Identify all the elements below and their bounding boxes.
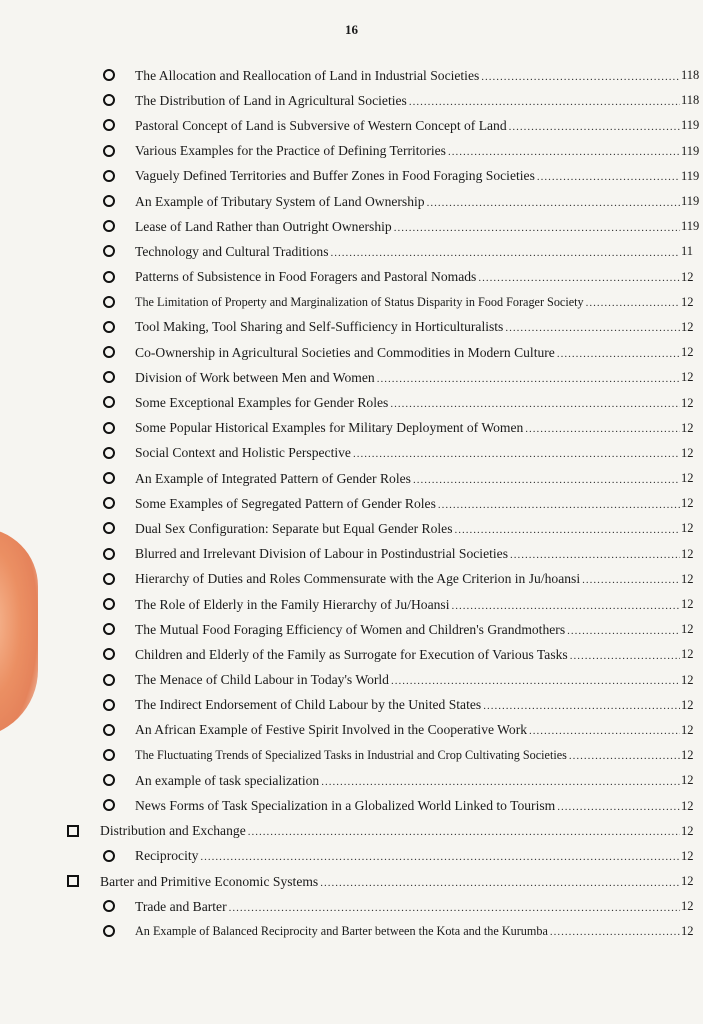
toc-entry [0,390,703,415]
entry-page-number: 119 [681,194,699,209]
entry-title: An Example of Tributary System of Land Ownership [135,193,425,209]
dot-leader [390,398,680,410]
toc-entry [0,516,703,541]
dot-leader [557,348,680,360]
entry-page-number: 12 [681,748,694,763]
circle-bullet-icon [103,94,115,106]
circle-bullet-icon [103,145,115,157]
entry-page-number: 12 [681,798,694,813]
entry-page-number: 12 [681,722,694,737]
toc-entry [0,139,703,164]
circle-bullet-icon [103,598,115,610]
dot-leader [582,574,680,586]
entry-title: Pastoral Concept of Land is Subversive of Western Concept of Land [135,117,507,133]
circle-bullet-icon [103,321,115,333]
circle-bullet-icon [103,296,115,308]
entry-page-number: 12 [681,773,694,788]
toc-entry [0,416,703,441]
entry-page-number: 12 [681,370,694,385]
circle-bullet-icon [103,245,115,257]
toc-entry [0,693,703,718]
table-of-contents [0,63,703,945]
entry-title: An example of task specialization [135,772,320,788]
circle-bullet-icon [103,522,115,534]
entry-page-number: 119 [681,118,699,133]
entry-title: The Fluctuating Trends of Specialized Tasks in Industrial and Crop Cultivating Societies [135,748,567,763]
entry-title: Hierarchy of Duties and Roles Commensurate with the Age Criterion in Ju/hoansi [135,571,581,587]
entry-title: Lease of Land Rather than Outright Ownership [135,218,392,234]
circle-bullet-icon [103,195,115,207]
toc-entry [0,290,703,315]
entry-title: Reciprocity [135,848,199,864]
circle-bullet-icon [103,271,115,283]
toc-entry [0,567,703,592]
toc-entry [0,189,703,214]
dot-leader [569,750,680,762]
dot-leader [567,625,680,637]
entry-page-number: 12 [681,622,694,637]
toc-entry [0,265,703,290]
entry-title: Tool Making, Tool Sharing and Self-Sufficiency in Horticulturalists [135,319,504,335]
toc-entry [0,113,703,138]
circle-bullet-icon [103,900,115,912]
entry-title: The Allocation and Reallocation of Land in Industrial Societies [135,67,480,83]
toc-entry [0,63,703,88]
dot-leader [478,272,680,284]
dot-leader [320,877,680,889]
dot-leader [394,222,680,234]
entry-page-number: 12 [681,546,694,561]
toc-entry [0,542,703,567]
entry-page-number: 119 [681,168,699,183]
circle-bullet-icon [103,170,115,182]
entry-title: An African Example of Festive Spirit Involved in the Cooperative Work [135,722,528,738]
entry-title: Co-Ownership in Agricultural Societies and Commodities in Modern Culture [135,344,555,360]
dot-leader [413,474,680,486]
entry-title: Various Examples for the Practice of Defining Territories [135,143,446,159]
entry-page-number: 12 [681,597,694,612]
entry-page-number: 12 [681,874,694,889]
circle-bullet-icon [103,850,115,862]
toc-section [0,869,703,894]
circle-bullet-icon [103,371,115,383]
toc-entry [0,365,703,390]
dot-leader [510,549,680,561]
entry-page-number: 12 [681,471,694,486]
circle-bullet-icon [103,724,115,736]
entry-page-number: 119 [681,143,699,158]
circle-bullet-icon [103,119,115,131]
dot-leader [483,700,680,712]
toc-entry [0,239,703,264]
entry-page-number: 12 [681,445,694,460]
entry-title: The Distribution of Land in Agricultural Societies [135,92,407,108]
dot-leader [481,71,680,83]
toc-entry [0,466,703,491]
toc-entry [0,164,703,189]
dot-leader [557,801,680,813]
toc-section [0,819,703,844]
dot-leader [537,171,680,183]
dot-leader [200,851,680,863]
entry-page-number: 12 [681,294,694,309]
dot-leader [550,926,680,938]
entry-title: Some Exceptional Examples for Gender Roles [135,395,389,411]
entry-page-number: 12 [681,848,694,863]
dot-leader [391,675,680,687]
dot-leader [529,725,680,737]
square-bullet-icon [67,875,79,887]
entry-title: Social Context and Holistic Perspective [135,445,351,461]
circle-bullet-icon [103,749,115,761]
toc-entry [0,793,703,818]
entry-title: The Mutual Food Foraging Efficiency of Women and Children's Grandmothers [135,621,566,637]
toc-entry [0,919,703,944]
circle-bullet-icon [103,220,115,232]
entry-page-number: 12 [681,269,694,284]
circle-bullet-icon [103,623,115,635]
entry-title: Trade and Barter [135,898,227,914]
circle-bullet-icon [103,548,115,560]
toc-entry [0,592,703,617]
entry-title: The Indirect Endorsement of Child Labour by the United States [135,697,482,713]
entry-page-number: 12 [681,420,694,435]
entry-title: The Limitation of Property and Marginalization of Status Disparity in Food Forager Society [135,294,584,309]
circle-bullet-icon [103,573,115,585]
entry-page-number: 12 [681,395,694,410]
toc-entry [0,88,703,113]
dot-leader [451,600,680,612]
entry-title: The Menace of Child Labour in Today's World [135,672,389,688]
dot-leader [409,96,680,108]
circle-bullet-icon [103,497,115,509]
entry-page-number: 12 [681,672,694,687]
dot-leader [427,197,680,209]
entry-title: Patterns of Subsistence in Food Foragers and Pastoral Nomads [135,269,477,285]
dot-leader [509,121,680,133]
entry-page-number: 12 [681,647,694,662]
circle-bullet-icon [103,69,115,81]
dot-leader [505,322,680,334]
entry-title: Dual Sex Configuration: Separate but Equal Gender Roles [135,520,453,536]
entry-title: Some Examples of Segregated Pattern of Gender Roles [135,495,436,511]
toc-entry [0,642,703,667]
toc-entry [0,214,703,239]
toc-entry [0,768,703,793]
square-bullet-icon [67,825,79,837]
entry-page-number: 12 [681,319,694,334]
dot-leader [570,650,680,662]
entry-title: Children and Elderly of the Family as Surrogate for Execution of Various Tasks [135,646,568,662]
entry-title: Distribution and Exchange [100,823,246,839]
dot-leader [377,373,680,385]
entry-title: Some Popular Historical Examples for Military Deployment of Women [135,420,524,436]
toc-entry [0,315,703,340]
circle-bullet-icon [103,447,115,459]
entry-title: Barter and Primitive Economic Systems [100,873,319,889]
circle-bullet-icon [103,699,115,711]
circle-bullet-icon [103,925,115,937]
entry-page-number: 12 [681,496,694,511]
entry-page-number: 12 [681,697,694,712]
entry-page-number: 12 [681,899,694,914]
dot-leader [525,423,680,435]
entry-title: Division of Work between Men and Women [135,369,375,385]
dot-leader [331,247,680,259]
circle-bullet-icon [103,472,115,484]
dot-leader [321,776,680,788]
page-number: 16 [345,22,358,37]
toc-entry [0,441,703,466]
entry-page-number: 12 [681,345,694,360]
toc-entry [0,894,703,919]
entry-title: Technology and Cultural Traditions [135,243,329,259]
circle-bullet-icon [103,422,115,434]
dot-leader [448,146,680,158]
toc-entry [0,340,703,365]
circle-bullet-icon [103,774,115,786]
circle-bullet-icon [103,674,115,686]
entry-page-number: 119 [681,219,699,234]
entry-title: The Role of Elderly in the Family Hierarchy of Ju/Hoansi [135,596,450,612]
dot-leader [455,524,681,536]
entry-title: Blurred and Irrelevant Division of Labour in Postindustrial Societies [135,546,508,562]
circle-bullet-icon [103,396,115,408]
entry-page-number: 12 [681,924,694,939]
entry-page-number: 118 [681,93,699,108]
circle-bullet-icon [103,648,115,660]
toc-entry [0,844,703,869]
toc-entry [0,718,703,743]
dot-leader [438,499,680,511]
entry-page-number: 11 [681,244,694,259]
entry-page-number: 118 [681,68,699,83]
circle-bullet-icon [103,799,115,811]
toc-entry [0,743,703,768]
entry-title: An Example of Integrated Pattern of Gender Roles [135,470,411,486]
dot-leader [229,902,680,914]
entry-title: Vaguely Defined Territories and Buffer Zones in Food Foraging Societies [135,168,535,184]
entry-title: News Forms of Task Specialization in a Globalized World Linked to Tourism [135,798,556,814]
dot-leader [586,297,680,309]
circle-bullet-icon [103,346,115,358]
toc-entry [0,668,703,693]
dot-leader [248,826,680,838]
entry-page-number: 12 [681,521,694,536]
dot-leader [353,448,680,460]
entry-page-number: 12 [681,571,694,586]
entry-page-number: 12 [681,823,694,838]
entry-title: An Example of Balanced Reciprocity and Barter between the Kota and the Kurumba [135,924,548,939]
toc-entry [0,617,703,642]
toc-entry [0,491,703,516]
